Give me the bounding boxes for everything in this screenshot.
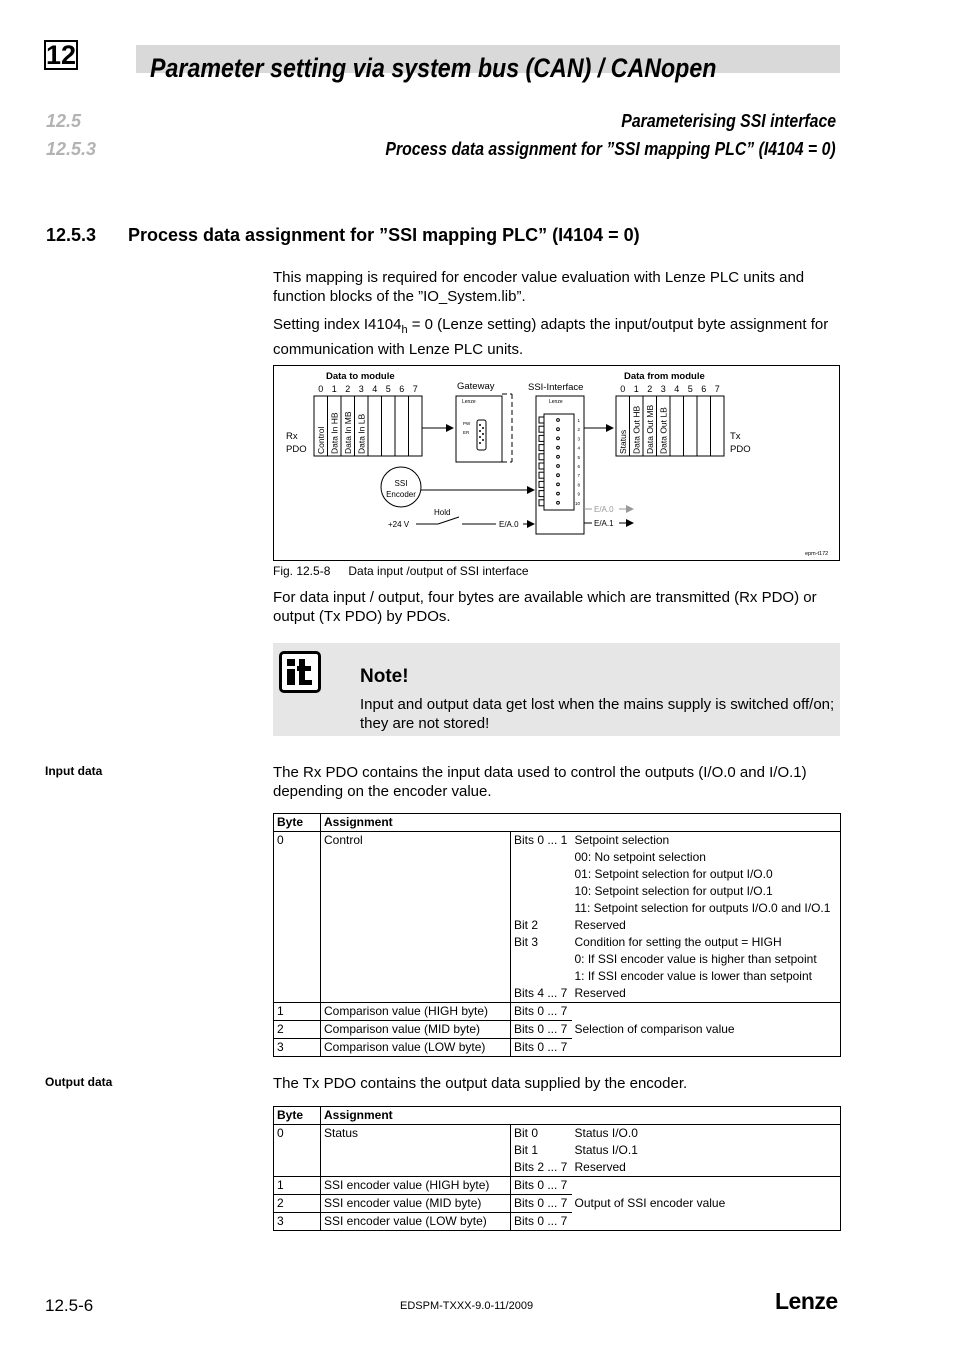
ssi-data-diagram	[274, 366, 839, 560]
gateway-label: Gateway	[457, 381, 495, 392]
gateway-led-pw: PW	[463, 421, 471, 426]
ssi-interface-figure	[273, 365, 840, 561]
pin-number: 8	[577, 482, 580, 488]
rx-byte-index: 2	[345, 384, 351, 394]
gateway-box	[456, 396, 502, 462]
pin-number: 2	[577, 427, 580, 433]
tx-cell-label: Data Out HB	[631, 405, 642, 454]
figure-caption: Fig. 12.5-8 Data input /output of SSI interface	[273, 564, 529, 578]
rx-pdo-cells	[316, 396, 409, 456]
terminal-screw	[557, 455, 560, 458]
terminal-pin	[539, 500, 544, 506]
tx-arrow-head	[606, 424, 614, 432]
terminal-pin	[539, 454, 544, 460]
rx-byte-indices	[318, 384, 418, 394]
header-assignment: Assignment	[321, 814, 841, 832]
intro-paragraph-2: Setting index $I4104_h = 0$ (Lenze setting) adapts the input/output byte assignment for communication with Lenze PLC units.	[273, 316, 829, 358]
table-row: 3 Comparison value (LOW byte) Bits 0 ... 7	[274, 1039, 841, 1057]
tx-byte-index: 5	[687, 384, 693, 394]
tx-cell-label: Data Out MB	[644, 404, 655, 454]
bits-cell: Bits 0 ... 1 Bit 2 Bit 3 Bits 4 ... 7	[511, 832, 572, 1003]
table-row	[274, 832, 841, 1003]
tx-byte-indices	[620, 384, 720, 394]
tx-cell-label: Status	[617, 429, 628, 454]
page-number: 12.5-6	[45, 1296, 94, 1315]
terminal-pin	[539, 481, 544, 487]
output-data-table	[273, 1106, 841, 1231]
tx-pdo-label: PDO	[730, 444, 751, 455]
terminal-pin	[539, 417, 544, 423]
pin-number: 1	[577, 418, 580, 423]
tx-byte-index: 7	[714, 384, 720, 394]
input-data-text: The Rx PDO contains the input data used to control the outputs (I/O.0 and I/O.1) depending on the encoder value.	[273, 764, 807, 800]
terminal-screw	[557, 474, 560, 477]
terminal-screw	[557, 419, 560, 422]
pin-number: 3	[577, 436, 580, 442]
ea0-label: E/A.0	[499, 520, 519, 529]
tx-byte-index: 6	[701, 384, 707, 394]
rx-byte-index: 7	[412, 384, 418, 394]
merged-description: Output of SSI encoder value	[572, 1177, 841, 1231]
rx-byte-index: 1	[331, 384, 337, 394]
drawing-id: epm-t172	[805, 551, 829, 557]
description-cell: Status I/O.0 Status I/O.1 Reserved	[572, 1125, 841, 1177]
terminal-pin	[539, 472, 544, 478]
hold-switch	[438, 517, 459, 524]
rx-cell-label: Data In LB	[356, 413, 367, 454]
table-row: 2 Comparison value (MID byte) Bits 0 ... 7	[274, 1021, 841, 1039]
ssi-interface-label: SSI-Interface	[528, 382, 584, 393]
ssi-encoder-label-1: SSI	[394, 479, 408, 488]
ssi-encoder-label-2: Encoder	[386, 490, 416, 499]
pin-number: 9	[577, 491, 580, 497]
output-data-text: The Tx PDO contains the output data supplied by the encoder.	[273, 1075, 688, 1092]
rx-byte-index: 5	[385, 384, 391, 394]
table-row: 2 SSI encoder value (MID byte) Bits 0 ... 7	[274, 1195, 841, 1213]
table-row: 1 SSI encoder value (HIGH byte) Bits 0 ... 7 Output of SSI encoder value	[274, 1177, 841, 1195]
subsection-title: Process data assignment for ”SSI mapping PLC” (I4104 = 0)	[385, 139, 836, 159]
heading-title: Process data assignment for ”SSI mapping PLC” (I4104 = 0)	[128, 225, 640, 245]
pin-number: 10	[574, 500, 580, 506]
rx-label: Rx	[286, 431, 298, 442]
pdo-paragraph: For data input / output, four bytes are available which are transmitted (Rx PDO) or output (Tx PDO) by PDOs.	[273, 589, 817, 625]
name-cell: Control	[321, 832, 511, 1003]
section-title: Parameterising SSI interface	[621, 111, 836, 131]
input-data-table	[273, 813, 841, 1057]
rx-byte-index: 4	[372, 384, 378, 394]
section-number: 12.5	[46, 111, 82, 131]
pin-number: 6	[577, 464, 580, 469]
subsection-number: 12.5.3	[46, 139, 97, 159]
ea1-output-label: E/A.1	[594, 519, 614, 528]
description-cell: Setpoint selection 00: No setpoint selection 01: Setpoint selection for output I/O.0 10: Setpoint selection for output I/O.1 11: Setpoint selection for outputs I/O.0 and I/O.1 Reserved Condition for setting the output = HIGH 0: If SSI encoder value is higher than setpoint 1: If SSI encoder value is lower than setpoint Reserved	[572, 832, 841, 1003]
bits-cell: Bit 0 Bit 1 Bits 2 ... 7	[511, 1125, 572, 1177]
ea0-output-label: E/A.0	[594, 505, 614, 514]
tx-byte-index: 3	[660, 384, 666, 394]
rx-pdo-label: PDO	[286, 444, 307, 455]
byte-cell: 0	[274, 832, 321, 1003]
terminal-screw	[557, 437, 560, 440]
rx-byte-index: 6	[399, 384, 405, 394]
merged-description: Selection of comparison value	[572, 1003, 841, 1057]
input-data-label: Input data	[45, 764, 103, 778]
terminal-pin	[539, 463, 544, 469]
pin-number: 4	[577, 445, 580, 451]
terminal-screw	[557, 501, 560, 504]
info-icon	[279, 651, 321, 693]
lenze-logo: Lenze	[775, 1288, 838, 1314]
header-byte: Byte	[274, 814, 321, 832]
gateway-led-er: ER	[463, 430, 470, 435]
tx-byte-index: 0	[620, 384, 626, 394]
pin-number: 7	[577, 473, 580, 479]
tx-cell-label: Data Out LB	[658, 407, 669, 454]
terminal-screw	[557, 483, 560, 486]
tx-label: Tx	[730, 431, 741, 442]
table-header-row: Byte Assignment	[274, 1107, 841, 1125]
tx-pdo-cells	[618, 396, 711, 456]
data-to-module-label: Data to module	[326, 371, 395, 382]
v24-label: +24 V	[388, 520, 410, 529]
terminal-pin	[539, 426, 544, 432]
rx-arrow-head	[446, 424, 454, 432]
encoder-arrow-head	[527, 486, 535, 494]
rx-byte-index: 0	[318, 384, 324, 394]
terminal-pin	[539, 491, 544, 497]
rx-byte-index: 3	[358, 384, 364, 394]
chapter-number: 12	[46, 40, 77, 70]
rx-cell-label: Control	[315, 426, 326, 454]
gateway-connector	[477, 420, 486, 450]
note-title: Note!	[360, 666, 409, 687]
gateway-logo: Lenze	[462, 399, 476, 405]
rx-cell-label: Data In MB	[342, 411, 353, 454]
document-id: EDSPM-TXXX-9.0-11/2009	[400, 1300, 534, 1312]
tx-byte-index: 2	[647, 384, 653, 394]
ssi-interface-logo: Lenze	[549, 399, 563, 405]
pin-number: 5	[577, 454, 580, 460]
tx-byte-index: 4	[674, 384, 680, 394]
terminal-screw	[557, 465, 560, 468]
chapter-title: Parameter setting via system bus (CAN) / CANopen	[150, 53, 717, 83]
terminal-pin	[539, 445, 544, 451]
output-data-label: Output data	[45, 1075, 113, 1089]
table-row: 0 Status Bit 0 Bit 1 Bits 2 ... 7 Status I/O.0 Status I/O.1 Reserved	[274, 1125, 841, 1177]
table-row: 1 Comparison value (HIGH byte) Bits 0 ... 7 Selection of comparison value	[274, 1003, 841, 1021]
terminal-screw	[557, 446, 560, 449]
intro-paragraph-1: This mapping is required for encoder value evaluation with Lenze PLC units and function blocks of the ”IO_System.lib”.	[273, 269, 805, 305]
note-text: Input and output data get lost when the mains supply is switched off/on; they are not stored!	[360, 696, 835, 732]
heading-number: 12.5.3	[46, 225, 97, 245]
data-from-module-label: Data from module	[624, 371, 705, 382]
rx-cell-label: Data In HB	[329, 412, 340, 454]
table-row: 3 SSI encoder value (LOW byte) Bits 0 ... 7	[274, 1213, 841, 1231]
hold-label: Hold	[434, 508, 451, 517]
terminal-screw	[557, 492, 560, 495]
terminal-pin	[539, 435, 544, 441]
table-header-row	[274, 814, 841, 832]
terminal-screw	[557, 428, 560, 431]
tx-byte-index: 1	[633, 384, 639, 394]
